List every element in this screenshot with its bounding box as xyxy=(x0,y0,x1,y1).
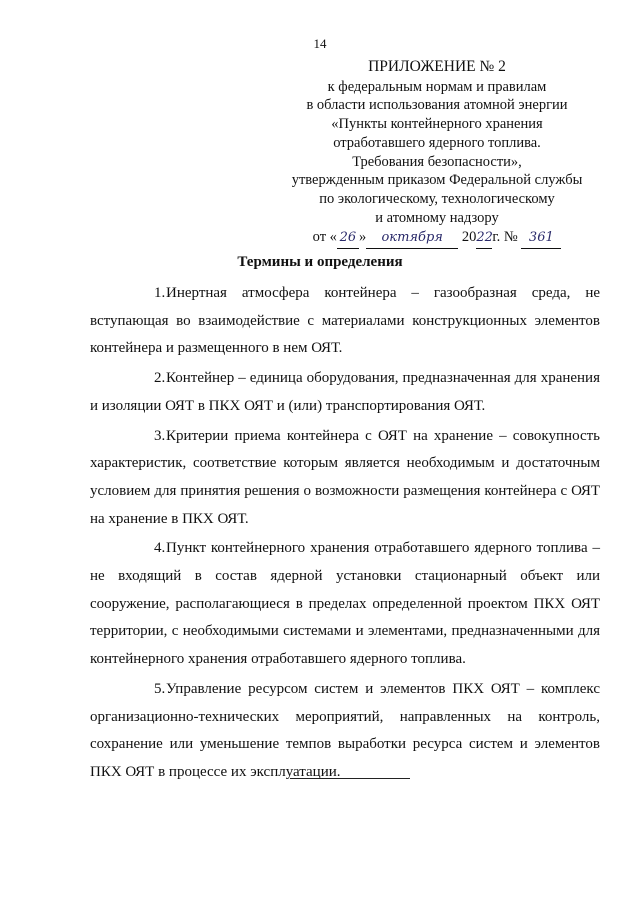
term-text: Пункт контейнерного хранения отработавшего ядерного топлива – не входящий в состав ядерной установки стационарный объект или сооружение, располагающиеся в пределах определенной проектом ПКХ ОЯТ территории, с необходимыми системами и элементами, предназначенными для контейнерного хранения отработавшего ядерного топлива. xyxy=(90,540,600,668)
term-item xyxy=(90,676,600,787)
appendix-line: по экологическому, технологическому xyxy=(319,190,555,207)
appendix-line: «Пункты контейнерного хранения xyxy=(331,116,543,133)
page-number: 14 xyxy=(313,36,327,51)
date-separator: » xyxy=(358,229,367,246)
end-divider xyxy=(290,778,410,779)
appendix-line: утвержденным приказом Федеральной службы xyxy=(291,172,583,189)
terms-list xyxy=(90,280,600,787)
appendix-line: в области использования атомной энергии xyxy=(306,97,568,114)
term-item xyxy=(90,535,600,674)
handwritten-year: 22 xyxy=(476,230,493,246)
handwritten-month: октября xyxy=(381,230,443,246)
handwritten-order-number: 361 xyxy=(528,230,554,246)
term-item xyxy=(90,280,600,363)
term-number: 1. xyxy=(154,285,166,301)
appendix-line: к федеральным нормам и правилам xyxy=(327,78,547,95)
handwritten-day: 26 xyxy=(339,230,357,246)
term-text: Инертная атмосфера контейнера – газообразная среда, не вступающая во взаимодействие с материалами конструкционных элементов контейнера и размещенного в нем ОЯТ. xyxy=(90,285,600,357)
appendix-line: Требования безопасности», xyxy=(352,153,522,170)
term-text: Контейнер – единица оборудования, предназначенная для хранения и изоляции ОЯТ в ПКХ ОЯТ и (или) транспортирования ОЯТ. xyxy=(90,370,600,414)
term-number: 3. xyxy=(154,427,166,444)
term-item xyxy=(90,365,600,420)
term-text: Критерии приема контейнера с ОЯТ на хранение – совокупность характеристик, соответствие которым является необходимым и достаточным условием для принятия решения о возможности размещения контейнера с ОЯТ на хранение в ПКХ ОЯТ. xyxy=(90,427,600,527)
appendix-header xyxy=(272,58,602,249)
term-number: 5. xyxy=(154,680,166,697)
year-unit: г. № xyxy=(492,229,518,246)
order-date-line xyxy=(272,228,602,249)
section-title: Термины и определения xyxy=(237,254,403,270)
year-prefix: 20 xyxy=(461,229,477,246)
term-number: 4. xyxy=(154,540,166,557)
date-prefix: от « xyxy=(312,229,337,246)
appendix-line: и атомному надзору xyxy=(375,209,499,226)
term-number: 2. xyxy=(154,370,166,387)
term-item xyxy=(90,423,600,534)
term-text: Управление ресурсом систем и элементов ПКХ ОЯТ – комплекс организационно-технических мероприятий, направленных на контроль, сохранение или уменьшение темпов выработки ресурса систем и элементов ПКХ ОЯТ в процессе их эксплуатации. xyxy=(90,680,600,780)
appendix-line: отработавшего ядерного топлива. xyxy=(333,134,541,151)
appendix-title: ПРИЛОЖЕНИЕ № 2 xyxy=(368,58,506,75)
